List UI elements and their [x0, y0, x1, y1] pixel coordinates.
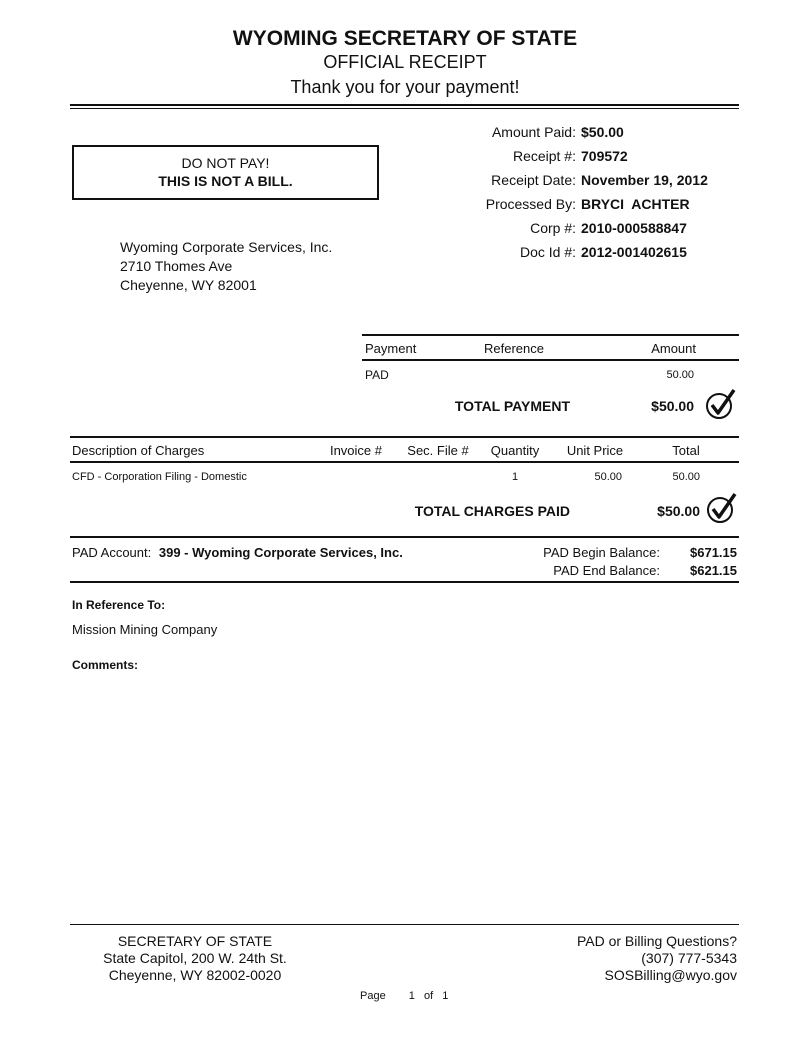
receipt-date-label: Receipt Date:	[491, 172, 576, 188]
pad-end-balance-label: PAD End Balance:	[553, 563, 660, 578]
addressee-city: Cheyenne, WY 82001	[120, 277, 257, 293]
payment-table-header-rule	[362, 359, 739, 361]
page-indicator	[360, 990, 448, 1002]
unit-price-header: Unit Price	[566, 443, 624, 458]
footer-questions: PAD or Billing Questions?	[576, 933, 737, 949]
amount-paid-row	[420, 124, 708, 148]
processed-by-row	[420, 196, 708, 220]
charge-row-description: CFD - Corporation Filing - Domestic	[72, 471, 247, 483]
charge-row-unit-price: 50.00	[594, 471, 622, 483]
page-total: 1	[442, 990, 449, 1002]
receipt-number-value: 709572	[581, 148, 628, 164]
footer-email[interactable]: SOSBilling@wyo.gov	[604, 967, 737, 983]
pad-account	[72, 545, 403, 560]
doc-id-label: Doc Id #:	[519, 244, 576, 260]
notice-line-2: THIS IS NOT A BILL.	[158, 173, 293, 189]
sec-file-header: Sec. File #	[407, 443, 469, 458]
total-payment-label: TOTAL PAYMENT	[454, 398, 570, 414]
check-mark-icon	[705, 492, 737, 524]
pad-section-top-rule	[70, 536, 739, 538]
footer-city: Cheyenne, WY 82002-0020	[108, 967, 282, 983]
description-header: Description of Charges	[72, 443, 205, 458]
reference-label: In Reference To:	[72, 598, 166, 612]
addressee-street: 2710 Thomes Ave	[120, 258, 233, 274]
corp-number-label: Corp #:	[530, 220, 576, 236]
invoice-header: Invoice #	[329, 443, 383, 458]
thank-you-message: Thank you for your payment!	[290, 77, 520, 97]
footer-rule	[70, 924, 739, 925]
total-charges-value: $50.00	[657, 503, 700, 519]
document-type: OFFICIAL RECEIPT	[323, 52, 487, 72]
footer-street: State Capitol, 200 W. 24th St.	[103, 950, 287, 966]
footer-contact	[460, 933, 737, 984]
charge-row-quantity: 1	[511, 471, 519, 483]
receipt-number-row	[420, 148, 708, 172]
receipt-date-row	[420, 172, 708, 196]
amount-paid-value: $50.00	[581, 124, 624, 140]
pad-section-bottom-rule	[70, 581, 739, 583]
doc-id-row	[420, 244, 708, 268]
header-rule-bottom	[70, 108, 739, 109]
total-header: Total	[672, 443, 700, 458]
notice-line-1: DO NOT PAY!	[181, 155, 270, 171]
processed-by-value: BRYCI ACHTER	[581, 196, 690, 212]
reference-header: Reference	[484, 341, 544, 356]
corp-number-row	[420, 220, 708, 244]
charge-row-total: 50.00	[672, 471, 700, 483]
page-of: of	[423, 990, 434, 1002]
quantity-header: Quantity	[490, 443, 540, 458]
receipt-number-label: Receipt #:	[512, 148, 576, 164]
addressee-block	[120, 238, 332, 295]
not-a-bill-box	[72, 145, 379, 200]
amount-paid-label: Amount Paid:	[491, 124, 576, 140]
page-number: 1	[408, 990, 415, 1002]
total-charges-label: TOTAL CHARGES PAID	[414, 503, 570, 519]
footer-phone: (307) 777-5343	[641, 950, 737, 966]
amount-header: Amount	[651, 341, 696, 356]
total-payment-value: $50.00	[651, 398, 694, 414]
pad-end-balance-value: $621.15	[690, 563, 737, 578]
addressee-name: Wyoming Corporate Services, Inc.	[120, 239, 333, 255]
charges-table-header-rule	[70, 461, 739, 463]
pad-begin-balance-value: $671.15	[690, 545, 737, 560]
pad-account-value: 399 - Wyoming Corporate Services, Inc.	[158, 545, 403, 560]
doc-id-value: 2012-001402615	[581, 244, 687, 260]
pad-account-label: PAD Account:	[72, 545, 152, 560]
check-mark-icon	[704, 388, 736, 420]
agency-title: WYOMING SECRETARY OF STATE	[232, 27, 578, 50]
reference-value: Mission Mining Company	[72, 622, 218, 637]
payment-row-amount: 50.00	[666, 369, 694, 381]
charges-table-top-rule	[70, 436, 739, 438]
footer-address	[60, 933, 330, 984]
comments-label: Comments:	[72, 658, 139, 672]
header-rule-top	[70, 104, 739, 106]
footer-office: SECRETARY OF STATE	[117, 933, 273, 949]
payment-header: Payment	[365, 341, 417, 356]
corp-number-value: 2010-000588847	[581, 220, 687, 236]
receipt-info	[420, 124, 708, 268]
receipt-date-value: November 19, 2012	[581, 172, 708, 188]
payment-row-method: PAD	[365, 368, 389, 382]
processed-by-label: Processed By:	[485, 196, 576, 212]
pad-begin-balance-label: PAD Begin Balance:	[543, 545, 660, 560]
page-label: Page	[360, 990, 386, 1002]
payment-table-top-rule	[362, 334, 739, 336]
